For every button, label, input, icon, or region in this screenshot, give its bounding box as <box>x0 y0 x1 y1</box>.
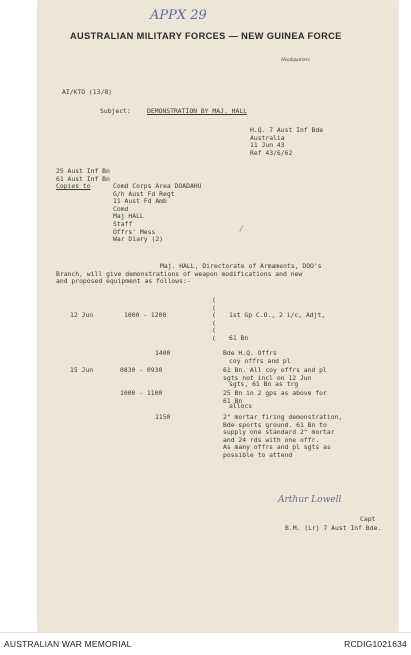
recipient-line: 25 Aust Inf Bn <box>56 167 110 175</box>
schedule-details <box>229 297 325 426</box>
archive-mark: APPX 29 <box>150 8 207 23</box>
detail-line: Bde H.Q. Offrs <box>223 349 277 357</box>
copy-recipient: War Diary (2) <box>113 235 164 244</box>
from-line: Australia <box>250 133 285 142</box>
from-block <box>250 127 323 157</box>
pencil-mark: / <box>240 225 243 233</box>
schedule-details <box>223 350 277 358</box>
detail-line: 61 Bn <box>223 396 243 405</box>
recipients-block <box>56 168 110 191</box>
copy-recipient: Maj HALL <box>113 212 144 221</box>
detail-line: supply one standard 2" mortar <box>223 428 335 437</box>
detail-line: allocs <box>229 402 253 411</box>
signatory-appointment: B.M. (Lr) 7 Aust Inf Bde. <box>285 524 382 532</box>
detail-line: coy offrs and pl <box>229 356 291 365</box>
schedule-time: 1000 - 1200 <box>124 311 167 319</box>
footer-institution: AUSTRALIAN WAR MEMORIAL <box>4 639 132 649</box>
from-line: 11 Jun 43 <box>250 141 285 150</box>
paragraph-line: Branch, will give demonstrations of weapon modifications and new <box>56 269 303 278</box>
archive-footer <box>0 632 411 655</box>
footer-record-id: RCDIG1021634 <box>344 639 407 649</box>
from-line: Ref 43/6/62 <box>250 148 293 157</box>
detail-line: 25 Bn in 2 gps as above for <box>223 389 327 397</box>
paragraph-line: Maj. HALL, Directorate of Armaments, DOO's <box>160 262 322 270</box>
headquarters-label: Headquarters <box>281 57 310 63</box>
letterhead-title: AUSTRALIAN MILITARY FORCES — NEW GUINEA FORCE <box>70 31 342 41</box>
copy-recipient: G/h Aust Fd Regt <box>113 189 175 198</box>
copy-recipient: Offrs' Mess <box>113 227 156 236</box>
detail-line: possible to attend <box>223 450 293 459</box>
detail-line: and 24 rds with one offr. <box>223 435 320 444</box>
recipient-line: 61 Aust Inf Bn <box>56 174 110 183</box>
file-reference: AI/KTO (13/8) <box>62 88 113 96</box>
copy-recipient: Comd Corps Area DOADAHU <box>113 182 202 190</box>
schedule-date: 15 Jun <box>70 366 94 374</box>
copy-recipient: Comd <box>113 204 129 213</box>
body-paragraph <box>56 263 322 286</box>
schedule-time: 1150 <box>155 413 171 421</box>
detail-line: sgts not incl on 12 Jun <box>223 373 312 382</box>
from-line: H.Q. 7 Aust Inf Bde <box>250 126 324 134</box>
brace-symbol: ( ( ( ( ( ( <box>212 296 216 342</box>
schedule-date: 12 Jun <box>70 311 94 319</box>
detail-line: As many offrs and pl sgts as <box>223 443 331 452</box>
detail-line: 61 Bn <box>229 333 249 342</box>
detail-line: Bde sports ground. 61 Bn to <box>223 420 327 429</box>
schedule-time: 0830 - 0930 <box>120 366 163 374</box>
detail-line: sgts, 61 Bn as trg <box>229 379 299 388</box>
schedule-details <box>223 367 327 382</box>
schedule-time: 1400 <box>155 349 171 357</box>
detail-line: 2" mortar firing demonstration, <box>223 413 343 421</box>
paragraph-line: and proposed equipment as follows:- <box>56 277 191 286</box>
detail-line: 1st Gp C.O., 2 i/c, Adjt, <box>229 311 326 320</box>
schedule-details <box>223 414 342 460</box>
copy-recipient: 11 Aust Fd Amb <box>113 197 167 206</box>
signatory-rank: Capt <box>360 515 376 523</box>
schedule-details <box>223 390 327 405</box>
detail-line: 61 Bn. All coy offrs and pl <box>223 366 327 374</box>
subject-text: DEMONSTRATION BY MAJ. HALL <box>147 107 248 115</box>
subject-label: Subject: <box>100 107 131 115</box>
copies-to-label: Copies to <box>56 182 91 191</box>
copies-list <box>113 183 202 244</box>
schedule-time: 1000 - 1100 <box>120 389 163 397</box>
document-page <box>38 0 398 632</box>
handwritten-signature: Arthur Lowell <box>278 495 342 505</box>
copy-recipient: Staff <box>113 219 133 228</box>
